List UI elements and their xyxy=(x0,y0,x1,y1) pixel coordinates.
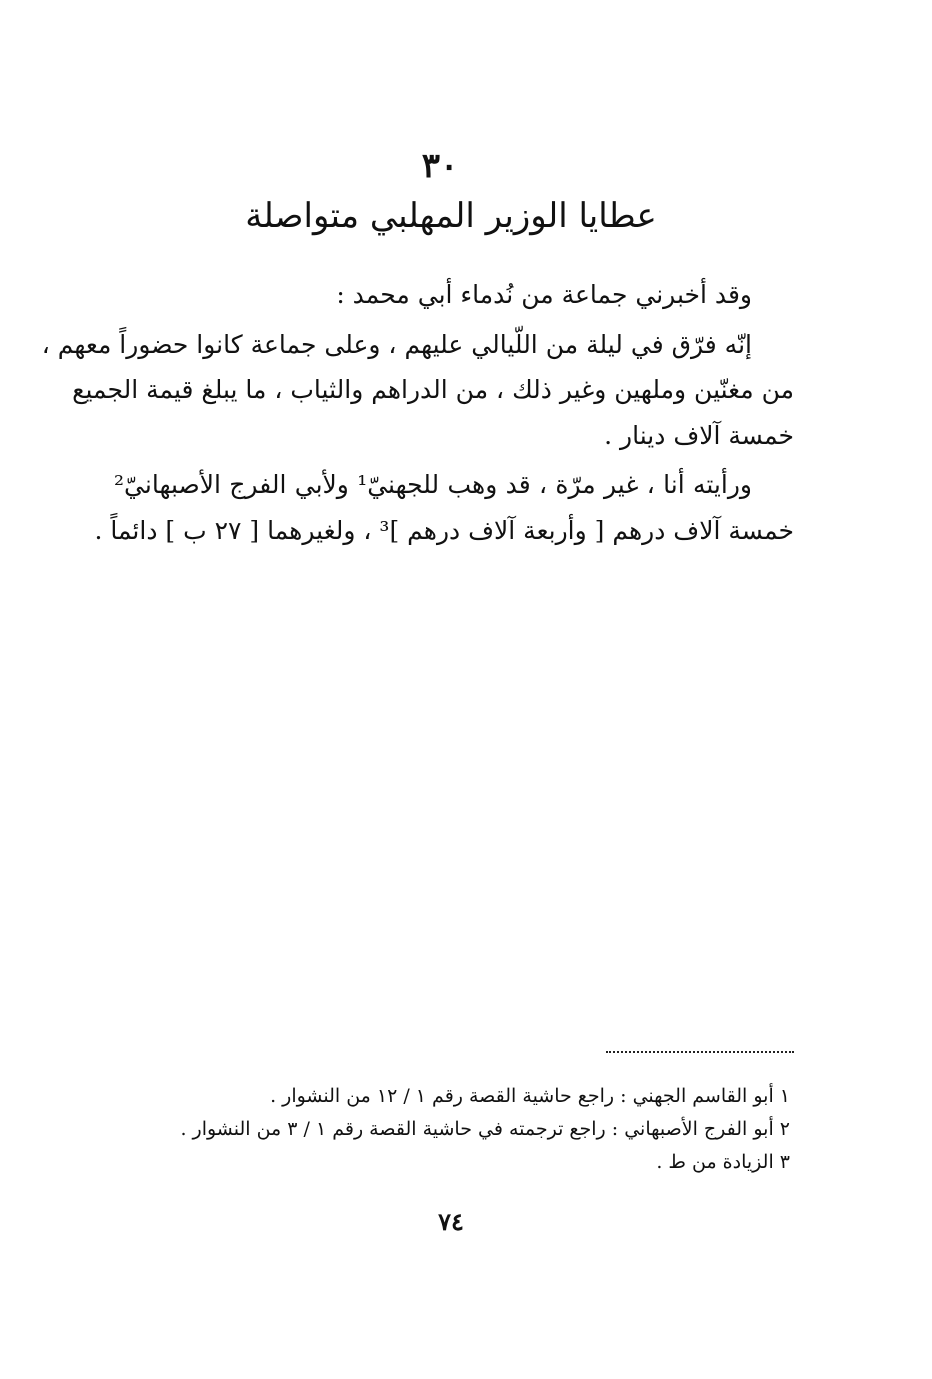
text-line: خمسة آلاف درهم [ وأربعة آلاف درهم ]³ ، ولغيرهما [ ٢٧ ب ] دائماً . xyxy=(94,515,794,545)
text-line: خمسة آلاف دينار . xyxy=(604,420,794,450)
footnote: ٢ أبو الفرج الأصبهاني : راجع ترجمته في حاشية القصة رقم ١ / ٣ من النشوار . xyxy=(180,1118,790,1140)
chapter-number: ٣٠ xyxy=(421,146,459,186)
body-text xyxy=(41,272,794,553)
footnotes xyxy=(150,1080,790,1179)
chapter-title: عطايا الوزير المهلبي متواصلة xyxy=(245,196,657,236)
text-line: ورأيته أنا ، غير مرّة ، قد وهب للجهنيّ¹ ولأبي الفرج الأصبهانيّ² xyxy=(114,470,752,499)
footnote-divider xyxy=(606,1051,794,1053)
paragraph xyxy=(114,272,794,318)
paragraph xyxy=(94,462,794,553)
text-line: إنّه فرّق في ليلة من اللّيالي عليهم ، وعلى جماعة كانوا حضوراً معهم ، xyxy=(41,329,752,359)
text-line: وقد أخبرني جماعة من نُدماء أبي محمد : xyxy=(336,280,752,309)
page-number: ٧٤ xyxy=(438,1207,464,1236)
footnote: ٣ الزيادة من ط . xyxy=(656,1151,790,1173)
paragraph xyxy=(41,322,794,459)
text-line: من مغنّين وملهين وغير ذلك ، من الدراهم والثياب ، ما يبلغ قيمة الجميع xyxy=(72,375,794,404)
footnote: ١ أبو القاسم الجهني : راجع حاشية القصة رقم ١ / ١٢ من النشوار . xyxy=(270,1085,790,1107)
